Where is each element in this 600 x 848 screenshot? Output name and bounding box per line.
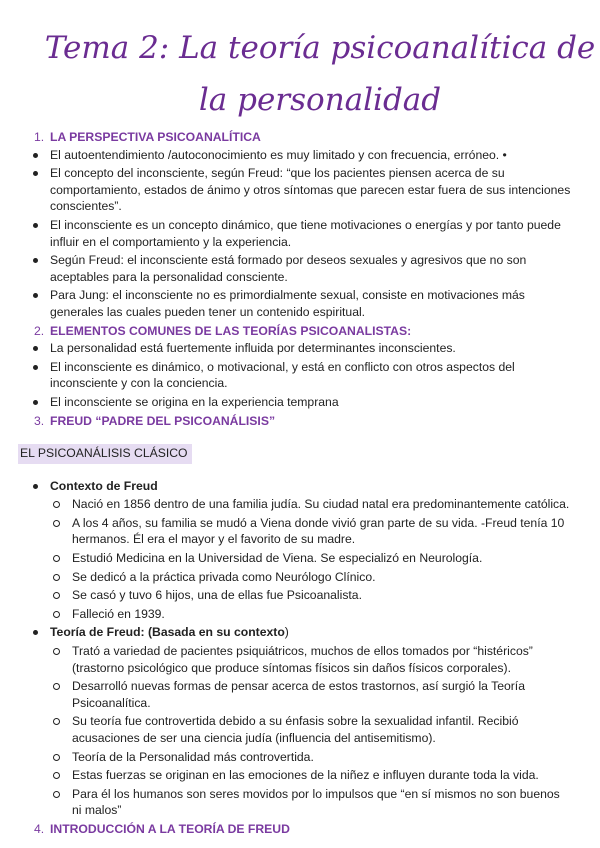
sub-list-item: Estas fuerzas se originan en las emociones de la niñez e influyen durante toda la vida. bbox=[20, 767, 572, 784]
document-body bbox=[20, 128, 572, 839]
sub-list-item: Estudió Medicina en la Universidad de Viena. Se especializó en Neurología. bbox=[20, 550, 572, 567]
list-item: El inconsciente es un concepto dinámico, que tiene motivaciones o energías y por tanto puede influir en el comportamiento y la experiencia. bbox=[20, 217, 572, 250]
list-heading: Contexto de Freud bbox=[50, 478, 158, 493]
section-heading-3 bbox=[20, 413, 572, 430]
list-item: Para Jung: el inconsciente no es primordialmente sexual, consiste en motivaciones más generales las cuales pueden tener un contenido espiritual. bbox=[20, 287, 572, 320]
section-number: 3. bbox=[34, 413, 45, 428]
list-heading-tail: ) bbox=[284, 625, 289, 640]
sub-list-item: A los 4 años, su familia se mudó a Viena donde vivió gran parte de su vida. -Freud tenía 10 hermanos. Él era el mayor y el favorito de su madre. bbox=[20, 515, 572, 548]
list-item-contexto bbox=[20, 478, 572, 495]
section-title: INTRODUCCIÓN A LA TEORÍA DE FREUD bbox=[50, 821, 290, 836]
section-number: 1. bbox=[34, 130, 45, 144]
section-title: LA PERSPECTIVA PSICOANALÍTICA bbox=[50, 130, 261, 144]
page-title: Tema 2: La teoría psicoanalítica de la personalidad bbox=[44, 30, 596, 118]
section-title: FREUD “PADRE DEL PSICOANÁLISIS” bbox=[50, 413, 276, 428]
sub-list-item: Se dedicó a la práctica privada como Neurólogo Clínico. bbox=[20, 569, 572, 586]
sub-list-item: Trató a variedad de pacientes psiquiátricos, muchos de ellos tomados por “histéricos” (trastorno psicológico que produce síntomas físicos sin daños físicos corporales). bbox=[20, 643, 572, 676]
section-number: 4. bbox=[34, 821, 45, 836]
section-number: 2. bbox=[34, 323, 45, 338]
list-item: El autoentendimiento /autoconocimiento es muy limitado y con frecuencia, erróneo. • bbox=[20, 147, 572, 164]
sub-list-item: Para él los humanos son seres movidos por lo impulsos que “en sí mismos no son buenos ni malos” bbox=[20, 786, 572, 819]
list-item: El inconsciente se origina en la experiencia temprana bbox=[20, 394, 572, 411]
sub-list-item: Se casó y tuvo 6 hijos, una de ellas fue Psicoanalista. bbox=[20, 587, 572, 604]
section-heading-2 bbox=[20, 323, 572, 340]
list-item: La personalidad está fuertemente influida por determinantes inconscientes. bbox=[20, 340, 572, 357]
section-title: ELEMENTOS COMUNES DE LAS TEORÍAS PSICOANALISTAS: bbox=[50, 323, 412, 338]
list-item-teoria bbox=[20, 624, 572, 641]
section-heading-4 bbox=[20, 821, 572, 838]
highlighted-section-label: EL PSICOANÁLISIS CLÁSICO bbox=[18, 444, 192, 464]
list-heading: Teoría de Freud: (Basada en su contexto bbox=[50, 625, 285, 640]
section-heading-1 bbox=[20, 129, 572, 146]
sub-list-item: Teoría de la Personalidad más controvertida. bbox=[20, 749, 572, 766]
sub-list-item: Nació en 1856 dentro de una familia judía. Su ciudad natal era predominantemente católica. bbox=[20, 496, 572, 513]
list-item: El inconsciente es dinámico, o motivacional, y está en conflicto con otros aspectos del inconsciente y con la conciencia. bbox=[20, 359, 572, 392]
sub-list-item: Su teoría fue controvertida debido a su énfasis sobre la sexualidad infantil. Recibió acusaciones de ser una ciencia judía (influencia del antisemitismo). bbox=[20, 713, 572, 746]
sub-list-item: Desarrolló nuevas formas de pensar acerca de estos trastornos, así surgió la Teoría Psicoanalítica. bbox=[20, 678, 572, 711]
list-item: Según Freud: el inconsciente está formado por deseos sexuales y agresivos que no son aceptables para la personalidad consciente. bbox=[20, 252, 572, 285]
sub-list-item: Falleció en 1939. bbox=[20, 606, 572, 623]
list-item: El concepto del inconsciente, según Freud: “que los pacientes piensen acerca de su comportamiento, estados de ánimo y otros síntomas que parecen estar fuera de sus intenciones conscientes”. bbox=[20, 165, 572, 215]
